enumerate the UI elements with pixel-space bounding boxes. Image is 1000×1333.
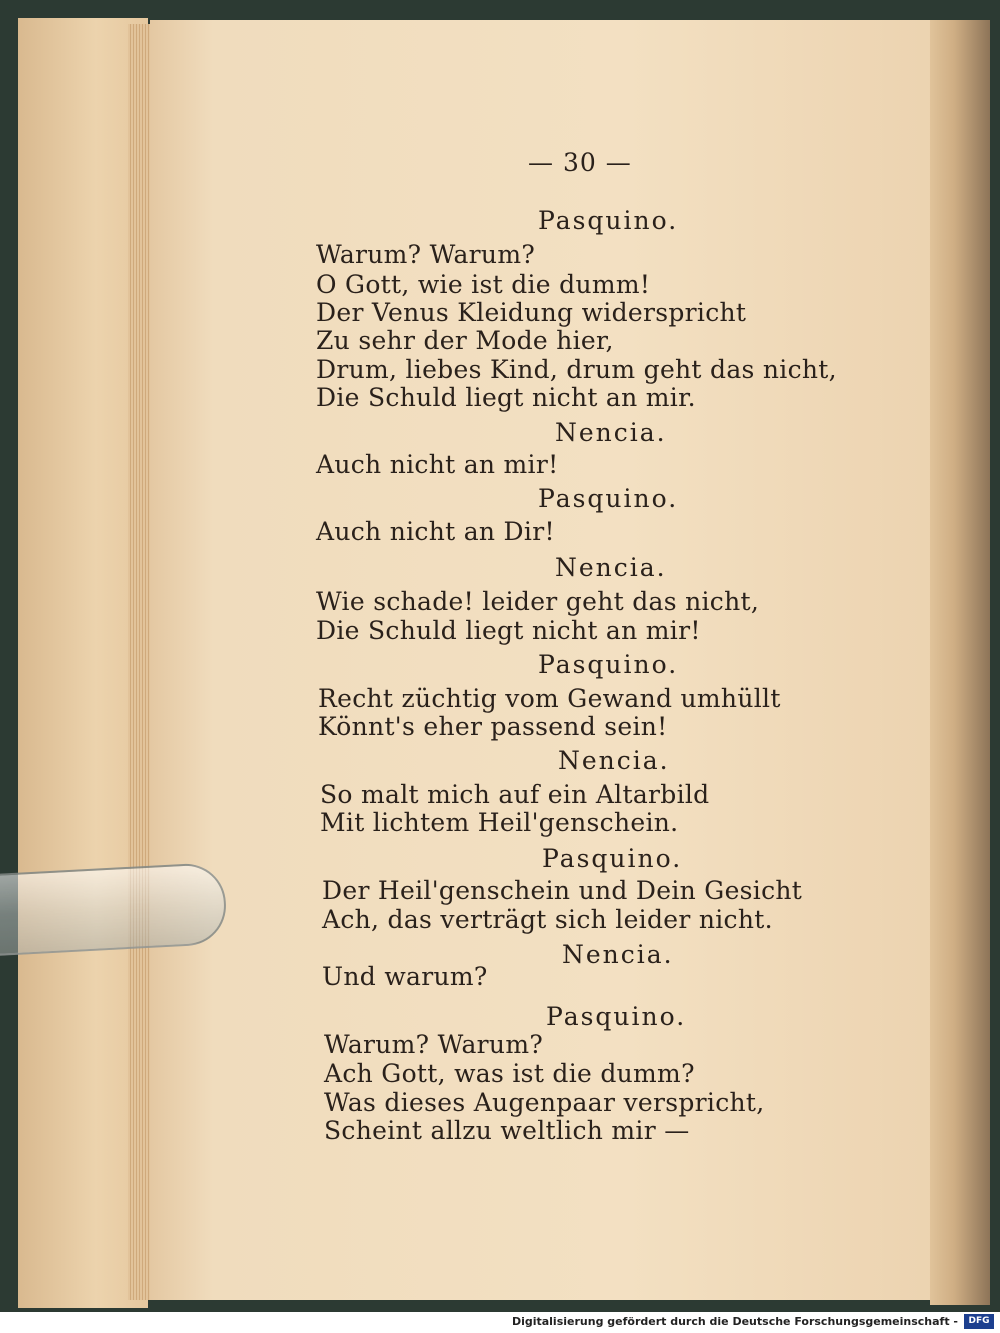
speaker-label: Nencia. bbox=[555, 418, 667, 447]
verse-line: Ach Gott, was ist die dumm? bbox=[324, 1059, 695, 1088]
verse-line: Könnt's eher passend sein! bbox=[318, 712, 668, 741]
verse-line: Auch nicht an mir! bbox=[316, 450, 559, 479]
speaker-label: Nencia. bbox=[555, 553, 667, 582]
verse-line: So malt mich auf ein Altarbild bbox=[320, 780, 710, 809]
speaker-label: Nencia. bbox=[558, 746, 670, 775]
page-gutter-shadow bbox=[930, 20, 990, 1305]
verse-line: Wie schade! leider geht das nicht, bbox=[316, 587, 760, 616]
speaker-label: Pasquino. bbox=[542, 844, 683, 873]
verse-line: Und warum? bbox=[322, 962, 488, 991]
page-number: — 30 — bbox=[528, 148, 632, 177]
verse-line: Was dieses Augenpaar verspricht, bbox=[324, 1088, 765, 1117]
verse-line: Zu sehr der Mode hier, bbox=[316, 326, 614, 355]
verse-line: Die Schuld liegt nicht an mir. bbox=[316, 383, 696, 412]
dfg-logo-icon: DFG bbox=[964, 1314, 994, 1329]
verse-line: Die Schuld liegt nicht an mir! bbox=[316, 616, 701, 645]
verse-line: Mit lichtem Heil'genschein. bbox=[320, 808, 679, 837]
speaker-label: Nencia. bbox=[562, 940, 674, 969]
verse-line: Drum, liebes Kind, drum geht das nicht, bbox=[316, 355, 837, 384]
verse-line: Recht züchtig vom Gewand umhüllt bbox=[318, 684, 781, 713]
speaker-label: Pasquino. bbox=[538, 484, 679, 513]
verse-line: O Gott, wie ist die dumm! bbox=[316, 270, 651, 299]
glass-page-weight bbox=[0, 862, 228, 956]
verse-line: Warum? Warum? bbox=[324, 1030, 544, 1059]
verse-line: Ach, das verträgt sich leider nicht. bbox=[322, 905, 773, 934]
verse-line: Der Venus Kleidung widerspricht bbox=[316, 298, 747, 327]
verse-line: Warum? Warum? bbox=[316, 240, 536, 269]
speaker-label: Pasquino. bbox=[538, 650, 679, 679]
speaker-label: Pasquino. bbox=[538, 206, 679, 235]
funding-credit: Digitalisierung gefördert durch die Deutsche Forschungsgemeinschaft - bbox=[511, 1315, 958, 1328]
speaker-label: Pasquino. bbox=[546, 1002, 687, 1031]
verse-line: Auch nicht an Dir! bbox=[316, 517, 555, 546]
verse-line: Scheint allzu weltlich mir — bbox=[324, 1116, 690, 1145]
verse-line: Der Heil'genschein und Dein Gesicht bbox=[322, 876, 803, 905]
